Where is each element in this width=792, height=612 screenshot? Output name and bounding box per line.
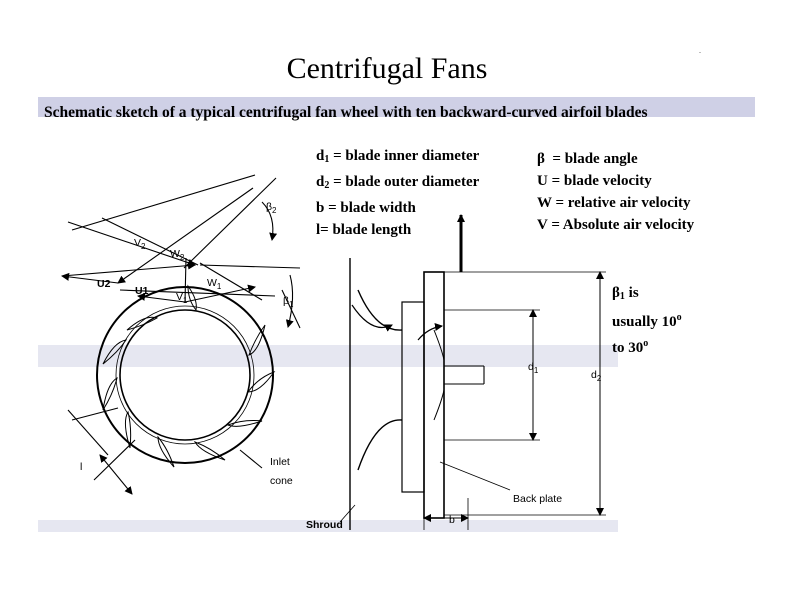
- legend-item-b: b = blade width: [316, 200, 416, 216]
- legend-item-l: l= blade length: [316, 222, 412, 238]
- shroud-top-curve: [358, 290, 402, 330]
- subtitle: Schematic sketch of a typical centrifugal fan wheel with ten backward-curved airfoil blades: [44, 104, 648, 121]
- wheel-side-view: [340, 215, 606, 530]
- u2-label: U2: [97, 278, 111, 290]
- beta-note-line2: usually 10$^o$: [612, 312, 682, 330]
- blade-extension: [184, 178, 276, 268]
- hub: [402, 302, 424, 492]
- d2-label: $d_2$: [591, 369, 602, 383]
- back-plate: [424, 272, 444, 518]
- b-label: b: [449, 514, 455, 526]
- wheel-outer-circle: [97, 287, 273, 463]
- v2-vector: [62, 265, 195, 276]
- wheel-front-view: [97, 286, 274, 467]
- legend-item-v: V = Absolute air velocity: [537, 217, 695, 233]
- corner-mark: .: [699, 46, 701, 55]
- inlet-label: Inlet: [270, 456, 290, 468]
- beta2-label: $\beta_2$: [266, 201, 277, 215]
- back-plate-leader: [440, 462, 510, 490]
- legend-item-d2: $d_2$ = blade outer diameter: [316, 174, 480, 191]
- l-extension: [72, 408, 118, 420]
- v1-label: $V_1$: [176, 291, 188, 305]
- d1-label: $d_1$: [528, 361, 539, 375]
- velocity-triangles: [62, 175, 300, 494]
- inlet-extension: [72, 175, 255, 230]
- l-diagonal: [68, 410, 108, 455]
- w1-label: $W_1$: [207, 277, 222, 291]
- shroud-label: Shroud: [306, 519, 343, 531]
- inflow-arrow-top: [352, 305, 392, 328]
- beta1-label: $\beta_1$: [283, 295, 294, 309]
- legend-item-d1: $d_1$ = blade inner diameter: [316, 148, 480, 165]
- slide-title-text: Centrifugal Fans: [286, 52, 488, 85]
- cone-label: cone: [270, 475, 293, 487]
- fan-blade: [103, 378, 117, 410]
- shroud-bottom-curve: [358, 420, 402, 470]
- l-dimension: [100, 455, 132, 494]
- u1-label: U1: [135, 285, 149, 297]
- legend-item-w: W = relative air velocity: [537, 195, 691, 211]
- inflow-arrow-mid: [418, 326, 442, 340]
- back-plate-label: Back plate: [513, 493, 563, 505]
- legend-velocities: [537, 148, 694, 236]
- fan-blade: [195, 442, 225, 460]
- w2-label: $W_2$: [170, 248, 185, 262]
- beta-note-line1: $\beta_1$ is: [612, 285, 639, 302]
- fan-blade: [248, 372, 274, 392]
- inlet-cone-leader: [240, 450, 262, 468]
- legend-item-u: U = blade velocity: [537, 173, 652, 189]
- l-label: l: [80, 461, 83, 473]
- beta-note-line3: to 30$^o$: [612, 338, 649, 356]
- extension-line: [200, 265, 300, 268]
- blade-side-bottom: [434, 390, 444, 420]
- legend-item-beta: β = blade angle: [537, 151, 638, 167]
- v2-label: $V_2$: [134, 237, 146, 251]
- legend-dimensions: [316, 145, 479, 241]
- beta-range-note: [612, 283, 682, 359]
- wheel-inner-circle: [120, 310, 250, 440]
